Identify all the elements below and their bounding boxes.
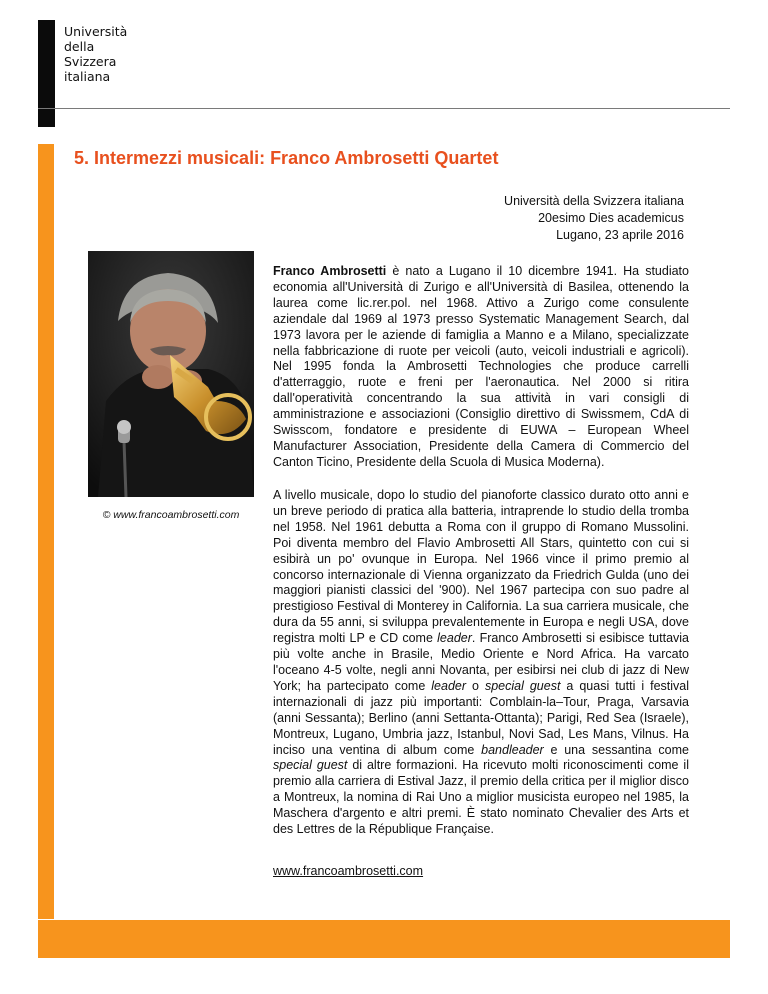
bio-p2-italic: leader: [437, 631, 472, 646]
bio-p2-italic: bandleader: [481, 742, 544, 757]
event-university: Università della Svizzera italiana: [504, 194, 684, 208]
bio-p2-text: a quasi tutti i festival internazionali di jazz più importanti: Comblain-la–Tour, Praga, Varsavia (anni Sessanta); Berlino (anni Settanta-Ottanta); Parigi, Red Sea (Israele), Montreux, Lugano, Umbria jazz, Istanbul, Novi Sad, Les Mans, Vilnus. Ha inciso una ventina di album come: [273, 678, 690, 757]
logo-line: della: [64, 39, 95, 54]
bio-p2-text: A livello musicale, dopo lo studio del pianoforte classico durato otto anni e un breve periodo di pratica alla batteria, intraprende lo studio della tromba nel 1958. Nel 1961 debutta a Roma con il gruppo di Romano Mussolini. Poi diventa membro del Flavio Ambrosetti All Stars, quintetto con cui si esibirà un po' ovunque in Europa. Nel 1966 vince il primo premio al concorso internazionale di Vienna organizzato da Friedrich Gulda (uno dei maggiori pianisti classici del '900). Nel 1967 partecipa con suo padre al prestigioso Festival di Monterey in California. La sua carriera musicale, che dura da 55 anni, si sviluppa prevalentemente in Europa e negli USA, dove registra molti LP e CD come: [273, 488, 689, 646]
logo-line: Università: [64, 24, 128, 39]
bio-p2-italic: special guest: [273, 758, 348, 773]
logo-line: italiana: [64, 69, 111, 84]
bio-p2-text: o: [466, 678, 485, 693]
bio-p2-text: di altre formazioni. Ha ricevuto molti riconoscimenti come il premio alla carriera di Estival Jazz, il premio della critica per il miglior disco a Montreux, la nomina di Rai Uno a miglior musicista europeo nel 1985, la Maschera d'argento e altri premi. È stato nominato Chevalier des Arts et des Lettres de la République Française.: [273, 758, 689, 837]
university-logo: [64, 24, 127, 84]
event-info: [504, 193, 684, 244]
bio-name: Franco Ambrosetti: [273, 264, 387, 278]
event-date: Lugano, 23 aprile 2016: [556, 228, 684, 242]
header-divider: [38, 108, 730, 109]
website-link[interactable]: www.francoambrosetti.com: [273, 864, 424, 878]
event-name: 20esimo Dies academicus: [538, 211, 684, 225]
orange-side-bar: [38, 144, 54, 919]
bio-paragraph-1: [273, 264, 689, 471]
bio-p2-text: e una sessantina come: [543, 742, 689, 757]
bio-paragraph-2: [273, 488, 689, 838]
bio-p1-text: è nato a Lugano il 10 dicembre 1941. Ha studiato economia all'Università di Zurigo e all'Università di Basilea, ottenendo la laurea come lic.rer.pol. nel 1968. Attivo a Zurigo come consulente aziendale dal 1969 al 1973 presso Systematic Management Search, dal 1973 lavora per le aziende di famiglia a Manno e a Milano, specializzate nella fabbricazione di ruote per veicoli (auto, veicoli industriali e agricoli). Nel 1995 fonda la Ambrosetti Technologies che produce carrelli d'atterraggio, ruote e freni per l'aeronautica. Nel 2000 si ritira dall'operatività concentrando la sua attività in vari consigli di amministrazione e associazioni (Consiglio direttivo di Swissmem, CdA di Swisscom, fondatore e presidente di EUWA – European Wheel Manufacturer Association, Presidente della Camera di Commercio del Canton Ticino, Presidente della Scuola di Musica Moderna).: [273, 264, 689, 469]
photo-caption: © www.francoambrosetti.com: [102, 509, 240, 521]
bio-p2-text: . Franco Ambrosetti si esibisce tuttavia più volte anche in Brasile, Medio Oriente e Nord Africa. Ha varcato l'oceano 4-5 volte, negli anni Novanta, per esibirsi nei club di jazz di New York; ha partecipato come: [273, 631, 689, 693]
musician-photo: [88, 251, 254, 497]
orange-footer-bar: [38, 920, 730, 958]
page-title: 5. Intermezzi musicali: Franco Ambrosetti Quartet: [74, 148, 499, 168]
logo-line: Svizzera: [64, 54, 117, 69]
logo-black-bar: [38, 20, 55, 127]
bio-p2-italic: leader: [431, 678, 467, 693]
bio-p2-italic: special guest: [484, 678, 561, 693]
